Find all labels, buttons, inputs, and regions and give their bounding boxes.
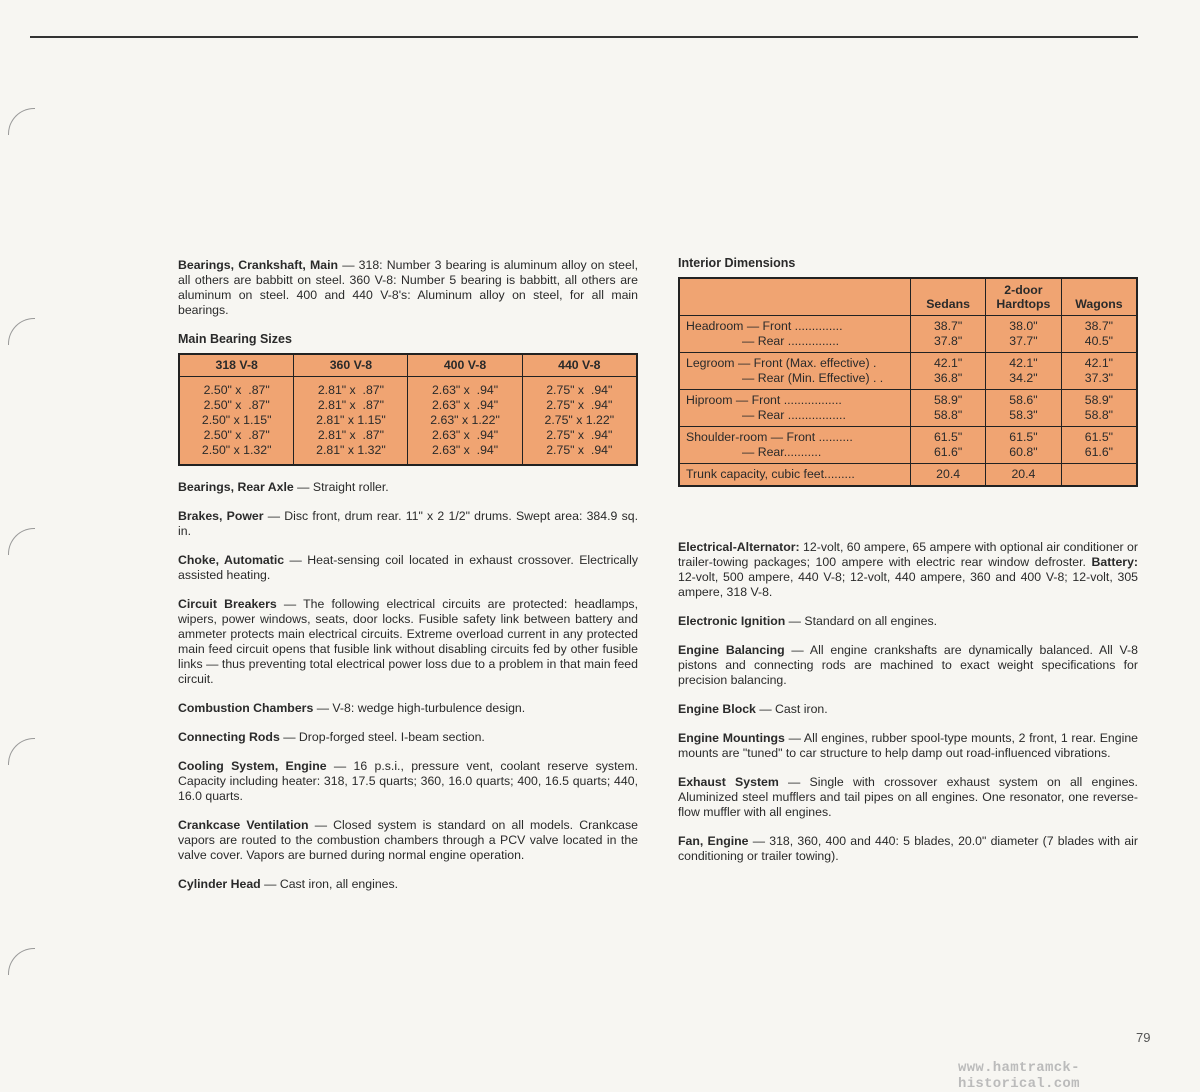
- dimension-value: 58.8": [933, 408, 963, 422]
- column-header-wagons: Wagons: [1061, 278, 1137, 316]
- bearing-size-value: 2.75" x .94": [546, 443, 613, 457]
- entry-text: — All engines, rubber spool-type mounts, 2 front, 1 rear. Engine mounts are "tuned" to car structure to help damp out road-influenced vibrations.: [678, 731, 1138, 760]
- dimension-value: 58.9": [1084, 393, 1114, 407]
- bearing-size-value: 2.81" x 1.32": [316, 443, 386, 457]
- entry-term: Engine Balancing: [678, 643, 785, 657]
- column-header-hardtops: 2-door Hardtops: [986, 278, 1062, 316]
- entry-bearings-crankshaft-main: [178, 258, 638, 318]
- left-entries: [178, 480, 638, 892]
- value-cell-wagons: [1061, 353, 1137, 390]
- table-header-blank: [679, 278, 911, 316]
- entry-text: — Cast iron, all engines.: [260, 877, 399, 891]
- entry-text: — 16 p.s.i., pressure vent, coolant reserve system. Capacity including heater: 318, 17.5 quarts; 360, 16.0 quarts; 400, 16.5 quarts; 440, 16.0 quarts.: [178, 759, 638, 803]
- entry-term: Engine Block: [678, 702, 756, 716]
- value-cell-wagons: [1061, 427, 1137, 464]
- table-cell: [522, 377, 637, 466]
- entry-term: Electronic Ignition: [678, 614, 786, 628]
- dimension-value: 34.2": [1009, 371, 1038, 385]
- entry-term: Battery:: [1091, 555, 1138, 569]
- interior-dimensions-table: [678, 277, 1138, 487]
- bearing-size-value: 2.75" x .94": [546, 398, 613, 412]
- value-cell-sedans: [911, 390, 986, 427]
- dimension-value: 61.5": [1084, 430, 1114, 444]
- table-row: [679, 464, 1137, 487]
- row-label: [679, 316, 911, 353]
- spec-entry: [178, 877, 638, 892]
- bearing-size-value: 2.50" x 1.32": [201, 443, 272, 457]
- entry-term: Combustion Chambers: [178, 701, 314, 715]
- entry-term: Crankcase Ventilation: [178, 818, 309, 832]
- dimension-value: 61.6": [933, 445, 963, 459]
- value-cell-sedans: [911, 427, 986, 464]
- entry-term: Exhaust System: [678, 775, 779, 789]
- value-cell-wagons: [1061, 464, 1137, 487]
- row-label-line: — Rear...........: [742, 445, 822, 459]
- dimension-value: 61.5": [933, 430, 963, 444]
- dimension-value: 37.8": [933, 334, 963, 348]
- page-number: 79: [1136, 1030, 1151, 1045]
- binder-hole-mark: [8, 108, 35, 135]
- dimension-value: 61.6": [1084, 445, 1114, 459]
- dimension-value: 36.8": [933, 371, 963, 385]
- value-cell-hardtops: [986, 316, 1062, 353]
- table-cell: [294, 377, 408, 466]
- row-label-line: — Rear .................: [742, 408, 846, 422]
- bearing-size-value: 2.63" x .94": [431, 428, 499, 442]
- entry-term: Fan, Engine: [678, 834, 749, 848]
- value-cell-hardtops: [986, 353, 1062, 390]
- value-cell-sedans: [911, 464, 986, 487]
- binder-hole-mark: [8, 948, 35, 975]
- dimension-value: 58.9": [933, 393, 963, 407]
- bearing-size-value: 2.63" x .94": [431, 383, 499, 397]
- entry-term: Connecting Rods: [178, 730, 280, 744]
- entry-term: Brakes, Power: [178, 509, 264, 523]
- dimension-value: 61.5": [1009, 430, 1038, 444]
- table-row: [679, 353, 1137, 390]
- dimension-value: 40.5": [1084, 334, 1114, 348]
- dimension-value: 37.7": [1009, 334, 1038, 348]
- value-cell-hardtops: [986, 390, 1062, 427]
- dimension-value: 42.1": [933, 356, 963, 370]
- row-label-line: Trunk capacity, cubic feet.........: [686, 467, 855, 481]
- bearing-size-value: 2.75" x 1.22": [544, 413, 615, 427]
- row-label-line: Headroom — Front ..............: [686, 319, 843, 333]
- spec-entry: [178, 480, 638, 495]
- entry-text: — The following electrical circuits are protected: headlamps, wipers, power windows, seats, door locks. Fusible safety link between battery and ammeter protects main electrical circuits. Extreme overload current in any protected main feed circuit opens that fusible link without disabling circuits fed by other fusible links — thus preventing total electrical power loss due to a problem in that main feed circuit.: [178, 597, 638, 686]
- entry-text: — Cast iron.: [755, 702, 828, 716]
- spec-entry: [678, 614, 1138, 629]
- top-rule: [30, 36, 1138, 38]
- spec-entry: [178, 759, 638, 804]
- spec-entry: [178, 553, 638, 583]
- spec-entry: [178, 730, 638, 745]
- entry-term: Cylinder Head: [178, 877, 261, 891]
- dimension-value: 58.3": [1009, 408, 1038, 422]
- entry-text: — Standard on all engines.: [785, 614, 938, 628]
- spec-entry: [678, 702, 1138, 717]
- row-label: [679, 390, 911, 427]
- spec-entry: [678, 643, 1138, 688]
- dimension-value: 38.7": [933, 319, 963, 333]
- dimension-value: 38.0": [1009, 319, 1038, 333]
- dimension-value: 60.8": [1009, 445, 1038, 459]
- entry-text: — 318: Number 3 bearing is aluminum alloy on steel, all others are babbitt on steel. 360 V-8: Number 5 bearing is babbitt, all others are aluminum on steel. 400 and 440 V-8's: Aluminum alloy on steel, for all main bearings.: [178, 258, 638, 317]
- dimension-value: 20.4: [936, 467, 961, 481]
- entry-term: Bearings, Rear Axle: [178, 480, 294, 494]
- watermark: www.hamtramck-historical.com: [958, 1060, 1080, 1092]
- value-cell-sedans: [911, 316, 986, 353]
- table-row: [679, 390, 1137, 427]
- entry-text: — Drop-forged steel. I-beam section.: [279, 730, 485, 744]
- dimension-value: 58.8": [1084, 408, 1114, 422]
- table-header-row: [679, 278, 1137, 316]
- row-label: [679, 464, 911, 487]
- spec-entry: [678, 731, 1138, 761]
- spec-entry: [178, 597, 638, 687]
- row-label-line: Legroom — Front (Max. effective) .: [686, 356, 877, 370]
- bearing-size-value: 2.50" x .87": [203, 428, 270, 442]
- entry-text: — 318, 360, 400 and 440: 5 blades, 20.0" diameter (7 blades with air conditioning or trailer towing).: [678, 834, 1138, 863]
- dimension-value: 20.4: [1011, 467, 1036, 481]
- row-label: [679, 353, 911, 390]
- bearing-size-value: 2.63" x .94": [431, 398, 499, 412]
- binder-hole-mark: [8, 738, 35, 765]
- bearing-size-value: 2.81" x 1.15": [316, 413, 386, 427]
- entry-term: Electrical-Alternator:: [678, 540, 800, 554]
- entry-text: — Single with crossover exhaust system on all engines. Aluminized steel mufflers and tail pipes on all engines. One resonator, one reverse-flow muffler with all engines.: [678, 775, 1138, 819]
- row-label: [679, 427, 911, 464]
- value-cell-hardtops: [986, 427, 1062, 464]
- entry-term: Bearings, Crankshaft, Main: [178, 258, 339, 272]
- bearing-size-value: 2.75" x .94": [546, 428, 613, 442]
- table-cell: [408, 377, 522, 466]
- row-label-line: — Rear (Min. Effective) . .: [742, 371, 884, 385]
- value-cell-hardtops: [986, 464, 1062, 487]
- entry-text: — Heat-sensing coil located in exhaust crossover. Electrically assisted heating.: [178, 553, 638, 582]
- table-row: [679, 316, 1137, 353]
- entry-term: Circuit Breakers: [178, 597, 277, 611]
- main-bearing-sizes-table: [178, 353, 638, 466]
- column-header: 400 V-8: [408, 354, 522, 377]
- entry-text: 12-volt, 500 ampere, 440 V-8; 12-volt, 440 ampere, 360 and 400 V-8; 12-volt, 305 ampere, 318 V-8.: [678, 570, 1138, 599]
- spec-entry: [678, 775, 1138, 820]
- dimension-value: 42.1": [1009, 356, 1038, 370]
- value-cell-sedans: [911, 353, 986, 390]
- bearing-size-value: 2.63" x .94": [431, 443, 499, 457]
- column-header: 318 V-8: [179, 354, 294, 377]
- table-cell: [179, 377, 294, 466]
- value-cell-wagons: [1061, 316, 1137, 353]
- entry-term: Engine Mountings: [678, 731, 785, 745]
- entry-text: — Closed system is standard on all models. Crankcase vapors are routed to the combustion chambers through a PCV valve located in the valve cover. Vapors are burned during normal engine operation.: [178, 818, 638, 862]
- dimension-value: 58.6": [1009, 393, 1038, 407]
- spec-entry: [178, 701, 638, 716]
- table-row: [179, 377, 637, 466]
- row-label-line: Hiproom — Front .................: [686, 393, 842, 407]
- row-label-line: — Rear ...............: [742, 334, 840, 348]
- bearing-size-value: 2.81" x .87": [317, 383, 384, 397]
- column-header: 360 V-8: [294, 354, 408, 377]
- dimension-value: 37.3": [1084, 371, 1114, 385]
- entry-text: 12-volt, 60 ampere, 65 ampere with optional air conditioner or trailer-towing packages; 100 ampere with electric rear window defroster.: [678, 540, 1138, 569]
- bearing-size-value: 2.81" x .87": [317, 398, 384, 412]
- spec-entry: [678, 834, 1138, 864]
- table-header-row: [179, 354, 637, 377]
- binder-hole-mark: [8, 318, 35, 345]
- interior-dimensions-heading: Interior Dimensions: [678, 256, 796, 270]
- left-column: [178, 258, 638, 906]
- entry-text: — Disc front, drum rear. 11" x 2 1/2" drums. Swept area: 384.9 sq. in.: [178, 509, 638, 538]
- row-label-line: Shoulder-room — Front ..........: [686, 430, 853, 444]
- spec-entry: [178, 509, 638, 539]
- table-row: [679, 427, 1137, 464]
- bearing-size-value: 2.63" x 1.22": [430, 413, 500, 427]
- dimension-value: 42.1": [1084, 356, 1114, 370]
- binder-hole-mark: [8, 528, 35, 555]
- bearing-size-value: 2.50" x .87": [203, 398, 270, 412]
- right-entries: [678, 540, 1138, 864]
- column-header-sedans: Sedans: [911, 278, 986, 316]
- bearing-size-value: 2.50" x 1.15": [201, 413, 272, 427]
- bearing-size-value: 2.75" x .94": [546, 383, 613, 397]
- entry-text: — V-8: wedge high-turbulence design.: [313, 701, 526, 715]
- entry-text: — Straight roller.: [293, 480, 389, 494]
- dimension-value: 38.7": [1084, 319, 1114, 333]
- value-cell-wagons: [1061, 390, 1137, 427]
- spec-entry: [678, 540, 1138, 600]
- right-column: [678, 540, 1138, 878]
- main-bearing-sizes-heading: Main Bearing Sizes: [178, 332, 292, 346]
- interior-dimensions: [678, 256, 1138, 487]
- spec-entry: [178, 818, 638, 863]
- entry-text: — All engine crankshafts are dynamically balanced. All V-8 pistons and connecting rods are machined to exact weight specifications for precision balancing.: [678, 643, 1138, 687]
- bearing-size-value: 2.50" x .87": [203, 383, 270, 397]
- bearing-size-value: 2.81" x .87": [317, 428, 384, 442]
- column-header: 440 V-8: [522, 354, 637, 377]
- entry-term: Cooling System, Engine: [178, 759, 327, 773]
- entry-term: Choke, Automatic: [178, 553, 285, 567]
